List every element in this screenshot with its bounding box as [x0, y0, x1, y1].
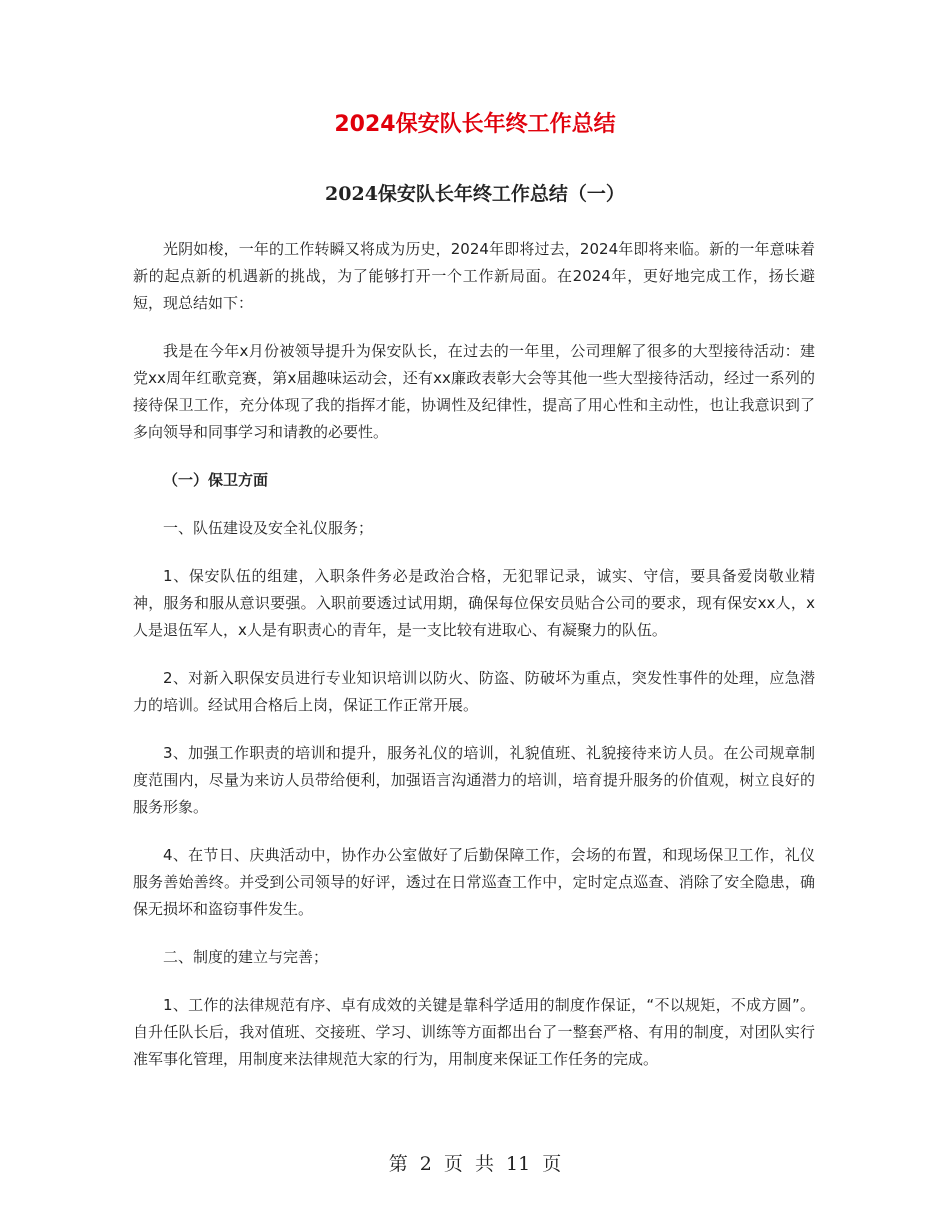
paragraph-background: 我是在今年x月份被领导提升为保安队长，在过去的一年里，公司理解了很多的大型接待活动：建党xx周年红歌竞赛，第x届趣味运动会，还有xx廉政表彰大会等其他一些大型接待活动，经过一系列的接待保卫工作，充分体现了我的指挥才能，协调性及纪律性，提高了用心性和主动性，也让我意识到了多向领导和同事学习和请教的必要性。: [133, 342, 815, 441]
paragraph-item-4: 4、在节日、庆典活动中，协作办公室做好了后勤保障工作，会场的布置，和现场保卫工作，礼仪服务善始善终。并受到公司领导的好评，透过在日常巡查工作中，定时定点巡查、消除了安全隐患，确保无损坏和盗窃事件发生。: [133, 846, 815, 918]
section-heading-security: （一）保卫方面: [163, 471, 269, 489]
document-subtitle: 2024保安队长年终工作总结（一）: [325, 183, 625, 205]
document-title: 2024保安队长年终工作总结: [334, 112, 616, 137]
document-body: [133, 236, 815, 1094]
subsection-heading-team: 一、队伍建设及安全礼仪服务；: [163, 519, 374, 537]
subsection-heading-rules: 二、制度的建立与完善；: [163, 948, 329, 966]
paragraph-item-1: 1、保安队伍的组建，入职条件务必是政治合格，无犯罪记录，诚实、守信，要具备爱岗敬业精神，服务和服从意识要强。入职前要透过试用期，确保每位保安员贴合公司的要求，现有保安xx人，x人是退伍军人，x人是有职责心的青年，是一支比较有进取心、有凝聚力的队伍。: [133, 567, 815, 639]
page-number-footer: 第 2 页 共 11 页: [388, 1153, 562, 1175]
paragraph-rules-item-1: 1、工作的法律规范有序、卓有成效的关键是靠科学适用的制度作保证，“不以规矩，不成方圆”。自升任队长后，我对值班、交接班、学习、训练等方面都出台了一整套严格、有用的制度，对团队实行准军事化管理，用制度来法律规范大家的行为，用制度来保证工作任务的完成。: [133, 996, 815, 1068]
paragraph-intro: 光阴如梭，一年的工作转瞬又将成为历史，2024年即将过去，2024年即将来临。新的一年意味着新的起点新的机遇新的挑战，为了能够打开一个工作新局面。在2024年，更好地完成工作，扬长避短，现总结如下：: [133, 240, 815, 312]
paragraph-item-2: 2、对新入职保安员进行专业知识培训以防火、防盗、防破坏为重点，突发性事件的处理，应急潜力的培训。经试用合格后上岗，保证工作正常开展。: [133, 669, 815, 714]
paragraph-item-3: 3、加强工作职责的培训和提升，服务礼仪的培训，礼貌值班、礼貌接待来访人员。在公司规章制度范围内，尽量为来访人员带给便利，加强语言沟通潜力的培训，培育提升服务的价值观，树立良好的服务形象。: [133, 744, 815, 816]
